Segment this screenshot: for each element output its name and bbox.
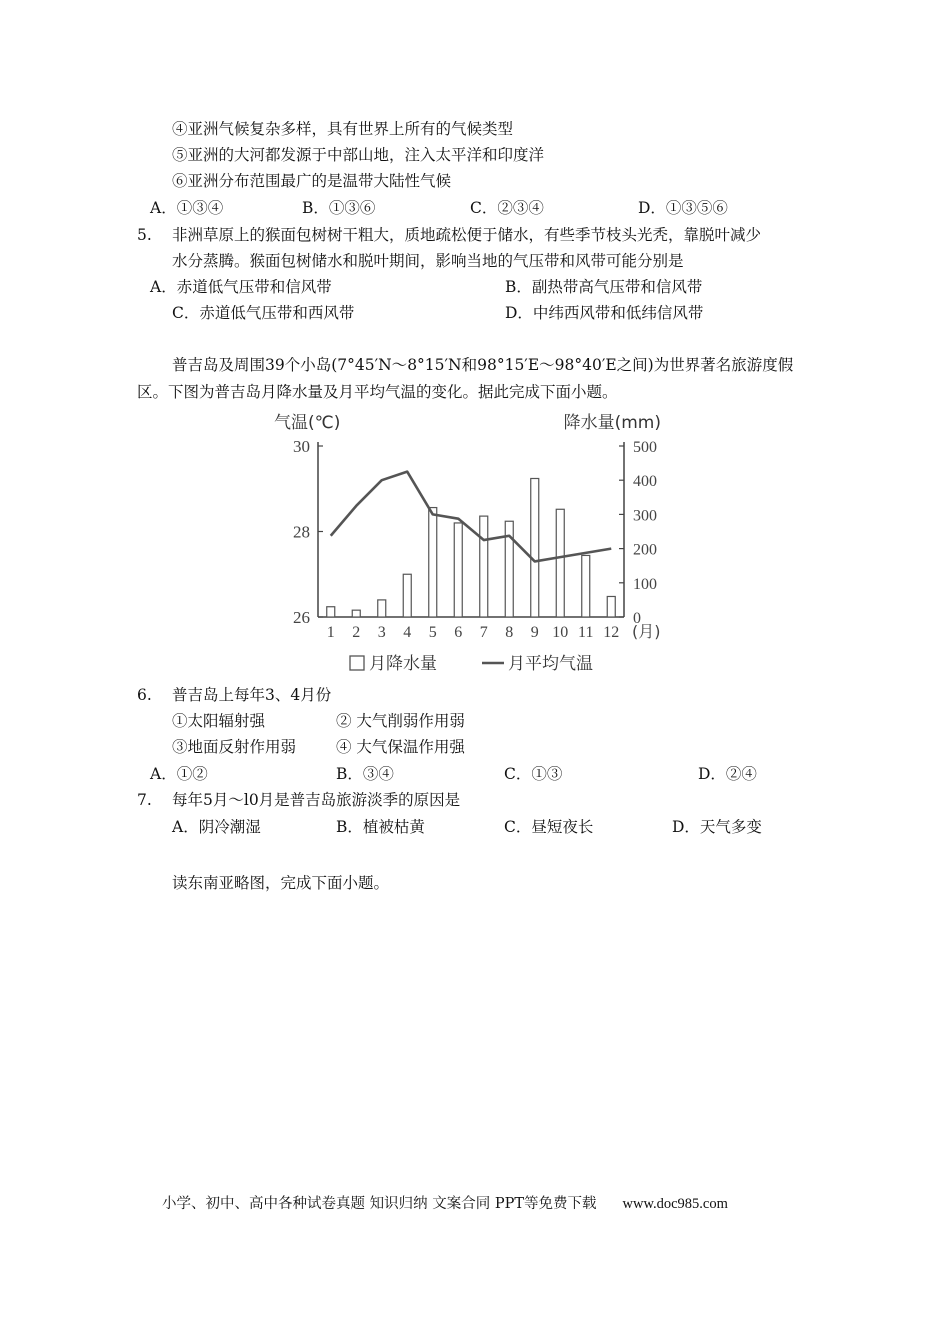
x-tick-label: 1: [326, 624, 335, 641]
y-left-tick-label: 28: [293, 522, 310, 542]
legend-bar-swatch: [350, 656, 364, 670]
precip-bar: [556, 509, 564, 617]
q4-option-a: A．①③④: [150, 199, 224, 217]
q4-item-6: ⑥亚洲分布范围最广的是温带大陆性气候: [172, 172, 452, 190]
precip-bar: [607, 596, 615, 617]
y-right-tick-label: 0: [633, 610, 641, 627]
map-intro: 读东南亚略图，完成下面小题。: [172, 874, 390, 892]
q7-option-d: D．天气多变: [672, 818, 762, 836]
footer-site[interactable]: www.doc985.com: [622, 1196, 728, 1212]
y-right-tick-label: 200: [633, 541, 657, 559]
q6-number: 6.: [137, 686, 152, 704]
q5-option-a: A．赤道低气压带和信风带: [150, 278, 332, 296]
q6-item-3: ③地面反射作用弱: [172, 738, 297, 756]
y-left-tick-label: 30: [293, 437, 310, 456]
q4-item-4: ④亚洲气候复杂多样，具有世界上所有的气候类型: [172, 120, 514, 138]
legend-bar-label: 月降水量: [369, 654, 437, 674]
q7-stem: 每年5月～l0月是普吉岛旅游淡季的原因是: [172, 791, 461, 809]
precip-bar: [480, 516, 488, 617]
q5-option-c: C．赤道低气压带和西风带: [172, 304, 355, 322]
footer: [162, 1192, 728, 1213]
x-tick-label: 5: [428, 624, 437, 641]
q6-option-b: B．③④: [336, 765, 394, 783]
q7-option-a: A．阴冷潮湿: [172, 818, 261, 836]
q5-option-b: B．副热带高气压带和信风带: [505, 278, 703, 296]
q6-stem: 普吉岛上每年3、4月份: [172, 686, 332, 704]
x-tick-label: 4: [403, 624, 412, 641]
precip-bar: [378, 600, 386, 617]
x-tick-label: 2: [352, 624, 361, 641]
precip-bar: [352, 610, 360, 617]
climate-chart: [270, 408, 665, 680]
precip-bar: [327, 607, 335, 617]
x-axis-unit: (月): [632, 622, 661, 641]
precip-bar: [531, 478, 539, 617]
precip-bar: [454, 523, 462, 617]
q6-option-d: D．②④: [698, 765, 757, 783]
q4-options: [150, 198, 850, 218]
precip-bar: [403, 574, 411, 617]
x-tick-label: 3: [377, 624, 386, 641]
q6-option-c: C．①③: [504, 765, 563, 783]
x-tick-label: 12: [603, 624, 620, 641]
q6-item-4: ④ 大气保温作用强: [336, 738, 465, 756]
x-tick-label: 10: [552, 624, 569, 641]
q7-options: [172, 817, 872, 837]
q7-option-b: B．植被枯黄: [336, 818, 425, 836]
q5-number: 5.: [137, 226, 152, 244]
q6-option-a: A．①②: [150, 765, 208, 783]
q4-option-c: C．②③④: [470, 199, 544, 217]
y-right-tick-label: 400: [633, 473, 657, 491]
x-tick-label: 6: [454, 624, 463, 641]
q5-stem-line2: 水分蒸腾。猴面包树储水和脱叶期间，影响当地的气压带和风带可能分别是: [172, 252, 684, 270]
temperature-line: [331, 472, 612, 562]
x-tick-label: 9: [530, 624, 539, 641]
passage-line2: 区。下图为普吉岛月降水量及月平均气温的变化。据此完成下面小题。: [137, 383, 618, 401]
q4-option-b: B．①③⑥: [302, 199, 376, 217]
y-right-tick-label: 500: [633, 439, 657, 456]
x-tick-label: 7: [479, 624, 488, 641]
precip-bar: [429, 508, 437, 617]
q5-option-d: D．中纬西风带和低纬信风带: [505, 304, 704, 322]
q7-number: 7.: [137, 791, 152, 809]
y-right-tick-label: 100: [633, 575, 657, 593]
q5-stem-line1: 非洲草原上的猴面包树树干粗大，质地疏松便于储水，有些季节枝头光秃，靠脱叶减少: [172, 226, 762, 244]
passage-line1: 普吉岛及周围39个小岛(7°45′N～8°15′N和98°15′E～98°40′E之间)为世界著名旅游度假: [172, 356, 794, 374]
q4-option-d: D．①③⑤⑥: [638, 199, 728, 217]
y-left-axis-title: 气温(℃): [274, 413, 341, 433]
y-left-tick-label: 26: [293, 608, 310, 627]
x-tick-label: 8: [505, 624, 514, 641]
y-right-tick-label: 300: [633, 507, 657, 525]
q7-option-c: C．昼短夜长: [504, 818, 594, 836]
precip-bar: [582, 555, 590, 617]
footer-text: 小学、初中、高中各种试卷真题 知识归纳 文案合同 PPT等免费下载: [162, 1196, 597, 1212]
q6-item-2: ② 大气削弱作用弱: [336, 712, 465, 730]
legend-line-label: 月平均气温: [508, 654, 593, 674]
q6-item-1: ①太阳辐射强: [172, 712, 266, 730]
q6-options: [150, 764, 850, 784]
x-tick-label: 11: [578, 624, 594, 641]
q4-item-5: ⑤亚洲的大河都发源于中部山地，注入太平洋和印度洋: [172, 146, 545, 164]
y-right-axis-title: 降水量(mm): [563, 413, 661, 433]
